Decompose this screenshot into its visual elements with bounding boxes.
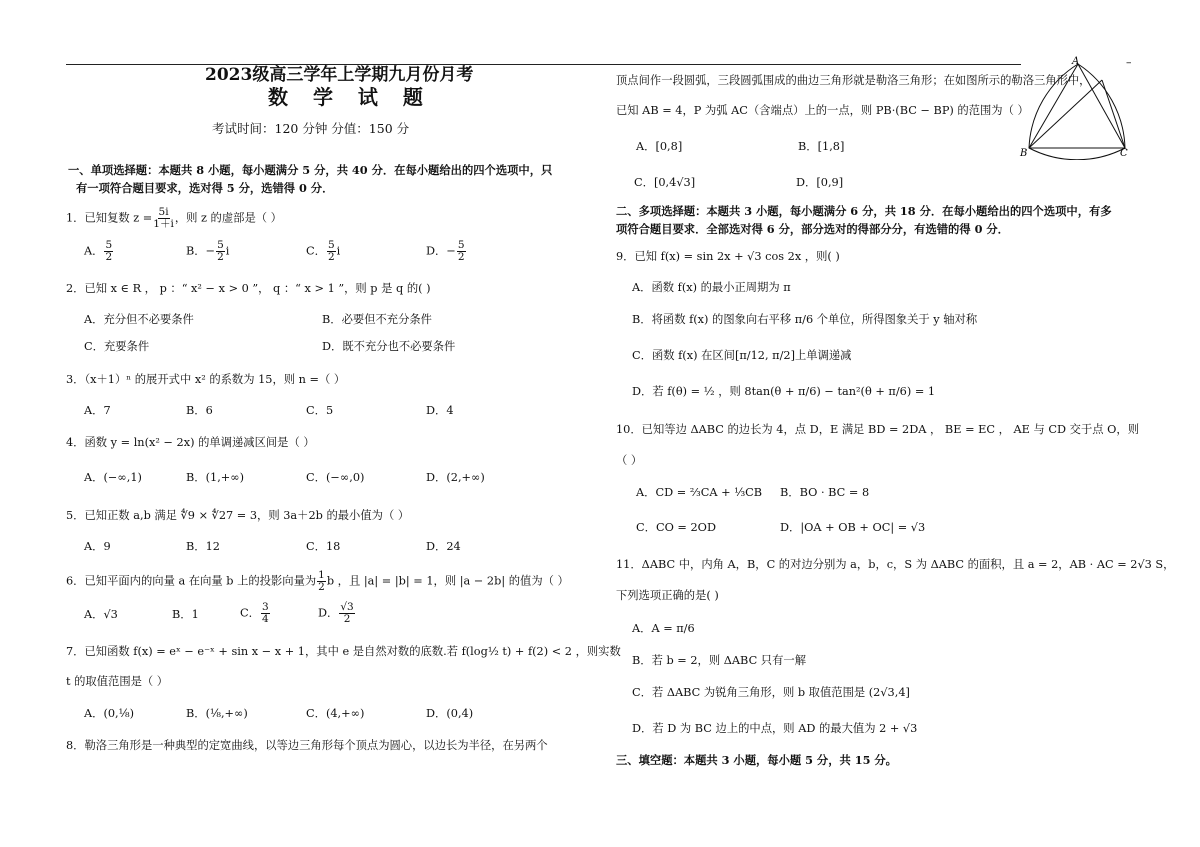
q6-option-b: B．1 <box>172 608 199 621</box>
q11-option-a: A．A = π/6 <box>632 622 695 635</box>
q5-stem: 5．已知正数 a,b 满足 ∜9 × ∜27 = 3，则 3a＋2b 的最小值为（ ） <box>66 509 410 522</box>
q9-option-a: A．函数 f(x) 的最小正周期为 π <box>632 281 791 294</box>
triangle-side-ab <box>1029 64 1078 148</box>
q8-option-a: A．[0,8] <box>636 140 683 153</box>
q6-option-d: D． $\frac{√3}{2}$ <box>318 601 354 625</box>
q8-stem-line2: 顶点间作一段圆弧，三段圆弧围成的曲边三角形就是勒洛三角形；在如图所示的勒洛三角形中， <box>616 74 1091 87</box>
q11-option-b: B．若 b = 2，则 ΔABC 只有一解 <box>632 654 806 667</box>
q8-stem-line3: 已知 AB = 4，P 为弧 AC（含端点）上的一点，则 PB·(BC − BP) 的范围为（ ） <box>616 104 1029 117</box>
q3-stem: 3．（x＋1）ⁿ 的展开式中 x² 的系数为 15，则 n =（ ） <box>66 373 346 386</box>
corner-mark: – <box>1126 56 1132 69</box>
q3-option-a: A．7 <box>84 404 111 417</box>
q11-stem-line2: 下列选项正确的是( ) <box>616 589 719 602</box>
q3-option-c: C．5 <box>306 404 334 417</box>
q10-option-a: A．CD = ⅔CA + ⅓CB <box>636 486 763 499</box>
section1-heading-line1: 一、单项选择题：本题共 8 小题，每小题满分 5 分，共 40 分．在每小题给出的四个选项中，只 <box>68 163 553 177</box>
q3-option-b: B．6 <box>186 404 213 417</box>
q2-option-a: A．充分但不必要条件 <box>84 313 194 326</box>
q4-option-c: C．(−∞,0) <box>306 471 365 484</box>
q6-option-a: A．√3 <box>84 608 118 621</box>
q7-option-a: A．(0,⅛) <box>84 707 134 720</box>
q4-option-b: B．(1,+∞) <box>186 471 245 484</box>
q4-option-d: D．(2,+∞) <box>426 471 485 484</box>
q1-option-c: C． $\frac{5}{2}$ i <box>306 239 341 263</box>
q11-option-c: C．若 ΔABC 为锐角三角形，则 b 取值范围是 (2√3,4] <box>632 686 910 699</box>
q8-stem-line1: 8．勒洛三角形是一种典型的定宽曲线，以等边三角形每个顶点为圆心，以边长为半径，在另两个 <box>66 739 548 752</box>
triangle-side-ac <box>1078 64 1125 148</box>
q9-option-c: C．函数 f(x) 在区间[π/12, π/2]上单调递减 <box>632 349 852 362</box>
vertex-label-a: A <box>1072 56 1080 67</box>
q2-stem: 2．已知 x ∈ R ， p ：“ x² − x > 0 ”， q ：“ x > 1 ”，则 p 是 q 的( ) <box>66 282 431 295</box>
q9-option-b: B．将函数 f(x) 的图象向右平移 π/6 个单位，所得图象关于 y 轴对称 <box>632 313 978 326</box>
vertex-label-b: B <box>1020 148 1028 159</box>
q8-option-c: C．[0,4√3] <box>634 176 696 189</box>
section1-heading-line2: 有一项符合题目要求，选对得 5 分，选错得 0 分． <box>76 181 334 195</box>
q10-option-d: D．|OA + OB + OC| = √3 <box>780 521 926 534</box>
q7-stem-line1: 7．已知函数 f(x) = eˣ − e⁻ˣ + sin x − x + 1，其中 e 是自然对数的底数.若 f(log½ t) + f(2) < 2 ，则实数 <box>66 645 621 658</box>
q11-stem-line1: 11．ΔABC 中，内角 A，B，C 的对边分别为 a，b，c，S 为 ΔABC 的面积，且 a = 2，AB · AC = 2√3 S， <box>616 558 1175 571</box>
q4-stem: 4．函数 y = ln(x² − 2x) 的单调递减区间是（ ） <box>66 436 315 449</box>
q10-stem-line1: 10．已知等边 ΔABC 的边长为 4，点 D，E 满足 BD = 2DA ， BE = EC ， AE 与 CD 交于点 O，则 <box>616 423 1140 436</box>
q8-option-b: B．[1,8] <box>798 140 845 153</box>
section2-heading-line1: 二、多项选择题：本题共 3 小题，每小题满分 6 分，共 18 分．在每小题给出的四个选项中，有多 <box>616 204 1112 218</box>
q4-option-a: A．(−∞,1) <box>84 471 142 484</box>
q5-option-d: D．24 <box>426 540 461 553</box>
exam-title: 2023级高三学年上学期九月份月考 <box>205 65 474 85</box>
q5-option-a: A．9 <box>84 540 111 553</box>
q7-option-c: C．(4,+∞) <box>306 707 365 720</box>
section3-heading: 三、填空题：本题共 3 小题，每小题 5 分，共 15 分。 <box>616 753 897 767</box>
q7-option-d: D．(0,4) <box>426 707 474 720</box>
reuleaux-triangle-figure <box>1012 56 1138 160</box>
q10-option-b: B．BO · BC = 8 <box>780 486 870 499</box>
q6-stem: 6．已知平面内的向量 a 在向量 b 上的投影向量为 $\frac{1}{2}$ b ，且 |a| = |b| = 1，则 |a − 2b| 的值为（ ） <box>66 569 569 593</box>
q10-option-c: C．CO = 2OD <box>636 521 716 534</box>
q1-option-a: A． $\frac{5}{2}$ <box>84 239 113 263</box>
section2-heading-line2: 项符合题目要求．全部选对得 6 分，部分选对的得部分分，有选错的得 0 分． <box>616 222 1009 236</box>
q8-option-d: D．[0,9] <box>796 176 844 189</box>
q10-stem-line2: （ ） <box>616 454 643 467</box>
q3-option-d: D．4 <box>426 404 454 417</box>
subject-title: 数 学 试 题 <box>268 85 432 109</box>
q11-option-d: D．若 D 为 BC 边上的中点，则 AD 的最大值为 2 + √3 <box>632 722 918 735</box>
q7-option-b: B．(⅛,+∞) <box>186 707 248 720</box>
q7-stem-line2: t 的取值范围是（ ） <box>66 675 169 688</box>
vertex-label-c: C <box>1120 148 1128 159</box>
q5-option-c: C．18 <box>306 540 341 553</box>
q1-option-b: B．− $\frac{5}{2}$ i <box>186 239 230 263</box>
q6-option-c: C． $\frac{3}{4}$ <box>240 601 269 625</box>
reuleaux-outline <box>1029 64 1125 160</box>
q2-option-c: C．充要条件 <box>84 340 150 353</box>
q5-option-b: B．12 <box>186 540 220 553</box>
q2-option-d: D．既不充分也不必要条件 <box>322 340 456 353</box>
q9-option-d: D．若 f(θ) = ½ ，则 8tan(θ + π/6) − tan²(θ + π/6) = 1 <box>632 385 936 398</box>
q1-option-d: D．− $\frac{5}{2}$ <box>426 239 465 263</box>
q1-stem: 1．已知复数 z = $\frac{5i}{1+i}$ ，则 z 的虚部是（ ） <box>66 206 282 230</box>
segment-bp <box>1029 80 1102 148</box>
q9-stem: 9．已知 f(x) = sin 2x + √3 cos 2x ，则( ) <box>616 250 840 263</box>
q2-option-b: B．必要但不充分条件 <box>322 313 432 326</box>
exam-info: 考试时间：120 分钟 分值：150 分 <box>212 121 410 136</box>
